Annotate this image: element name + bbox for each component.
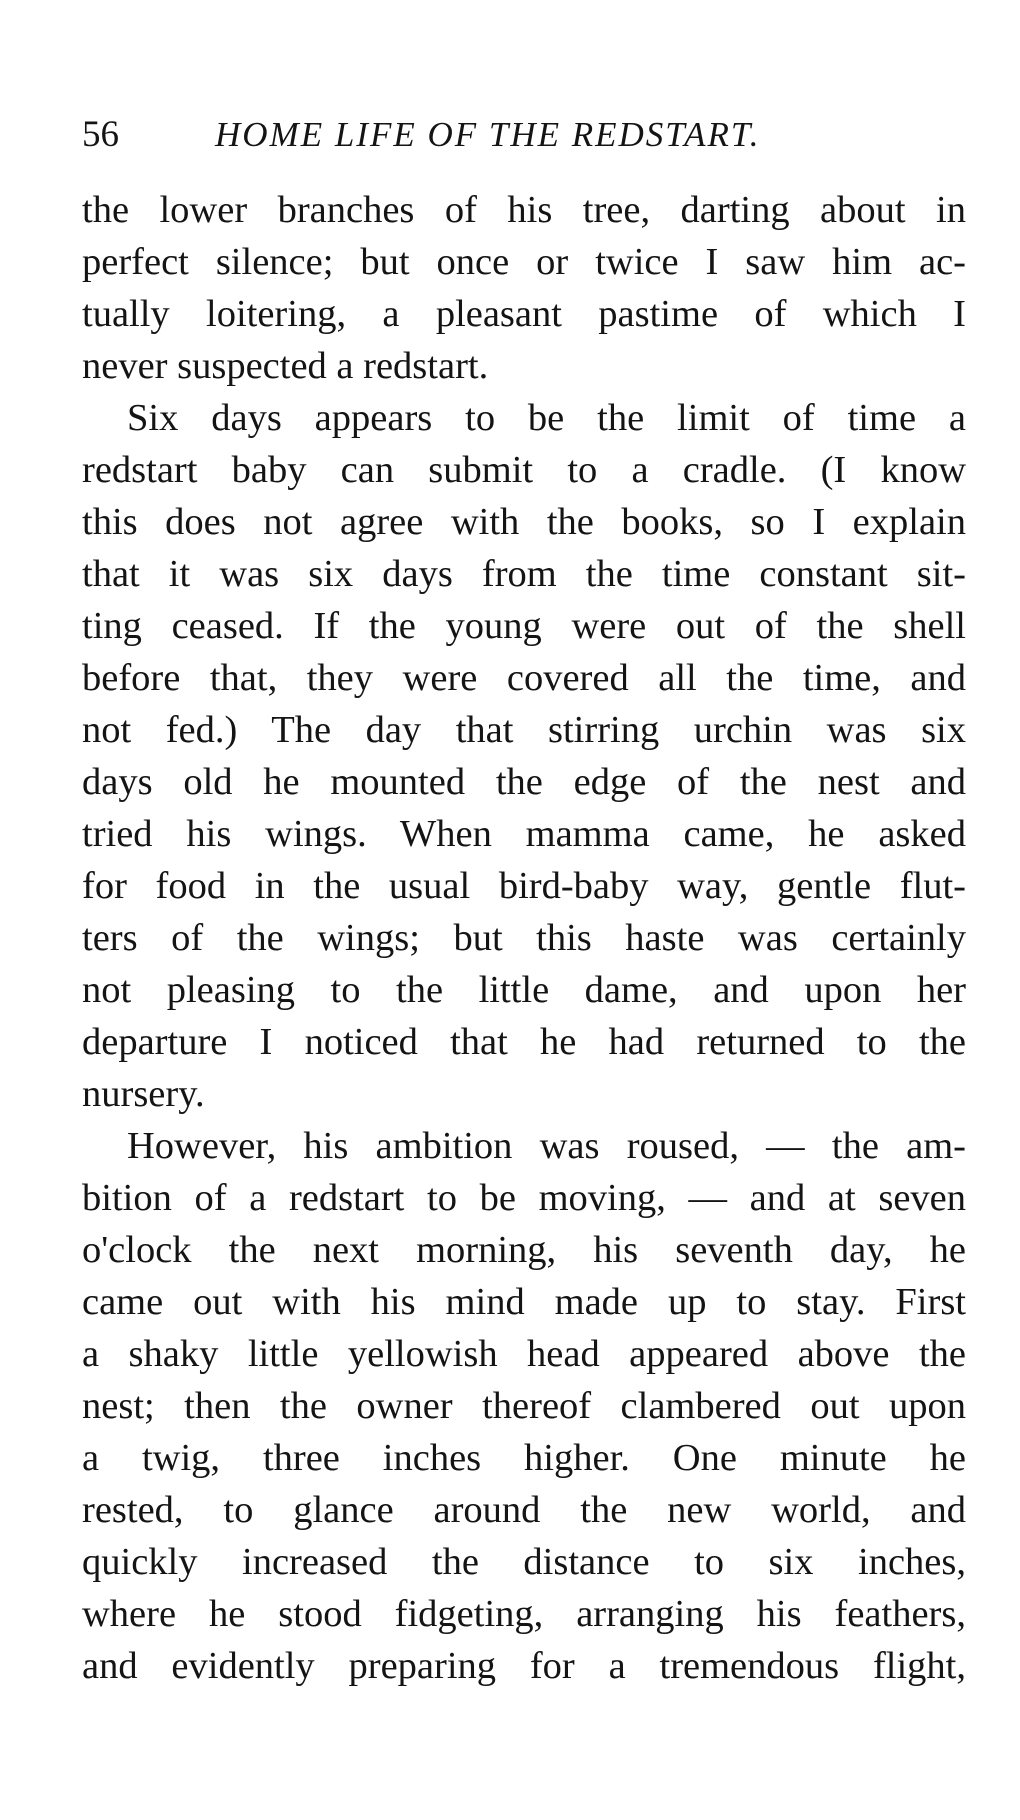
text-line: where he stood fidgeting, arranging his feathers, [82, 1593, 966, 1635]
text-line: bition of a redstart to be moving, — and at seven [82, 1177, 966, 1219]
text-line: redstart baby can submit to a cradle. (I know [82, 449, 966, 491]
text-line: that it was six days from the time constant sit- [82, 553, 966, 595]
text-line: ting ceased. If the young were out of the shell [82, 605, 966, 647]
text-line: before that, they were covered all the time, and [82, 657, 966, 699]
text-line: tried his wings. When mamma came, he asked [82, 813, 966, 855]
text-line: this does not agree with the books, so I explain [82, 501, 966, 543]
text-line: not fed.) The day that stirring urchin was six [82, 709, 966, 751]
text-line: never suspected a redstart. [82, 345, 489, 387]
text-line: nursery. [82, 1073, 205, 1115]
text-line: ters of the wings; but this haste was certainly [82, 917, 966, 959]
text-line: the lower branches of his tree, darting about in [82, 189, 966, 231]
text-line: not pleasing to the little dame, and upon her [82, 969, 966, 1011]
text-line: perfect silence; but once or twice I saw him ac- [82, 241, 966, 283]
text-line: quickly increased the distance to six inches, [82, 1541, 966, 1583]
text-line: nest; then the owner thereof clambered out upon [82, 1385, 966, 1427]
text-line: days old he mounted the edge of the nest and [82, 761, 966, 803]
running-title: HOME LIFE OF THE REDSTART. [215, 115, 761, 154]
text-line: for food in the usual bird-baby way, gentle flut- [82, 865, 966, 907]
text-line: came out with his mind made up to stay. First [82, 1281, 966, 1323]
text-line: o'clock the next morning, his seventh day, he [82, 1229, 966, 1271]
text-line: a twig, three inches higher. One minute he [82, 1437, 966, 1479]
page-number: 56 [82, 114, 119, 155]
paragraph-first-line: Six days appears to be the limit of time a [127, 397, 966, 439]
paragraph-first-line: However, his ambition was roused, — the am- [127, 1125, 966, 1167]
running-head [82, 110, 962, 160]
body-text [82, 184, 966, 1692]
text-line: and evidently preparing for a tremendous flight, [82, 1645, 966, 1687]
text-line: rested, to glance around the new world, and [82, 1489, 966, 1531]
text-line: tually loitering, a pleasant pastime of which I [82, 293, 966, 335]
text-line: departure I noticed that he had returned to the [82, 1021, 966, 1063]
text-line: a shaky little yellowish head appeared above the [82, 1333, 966, 1375]
